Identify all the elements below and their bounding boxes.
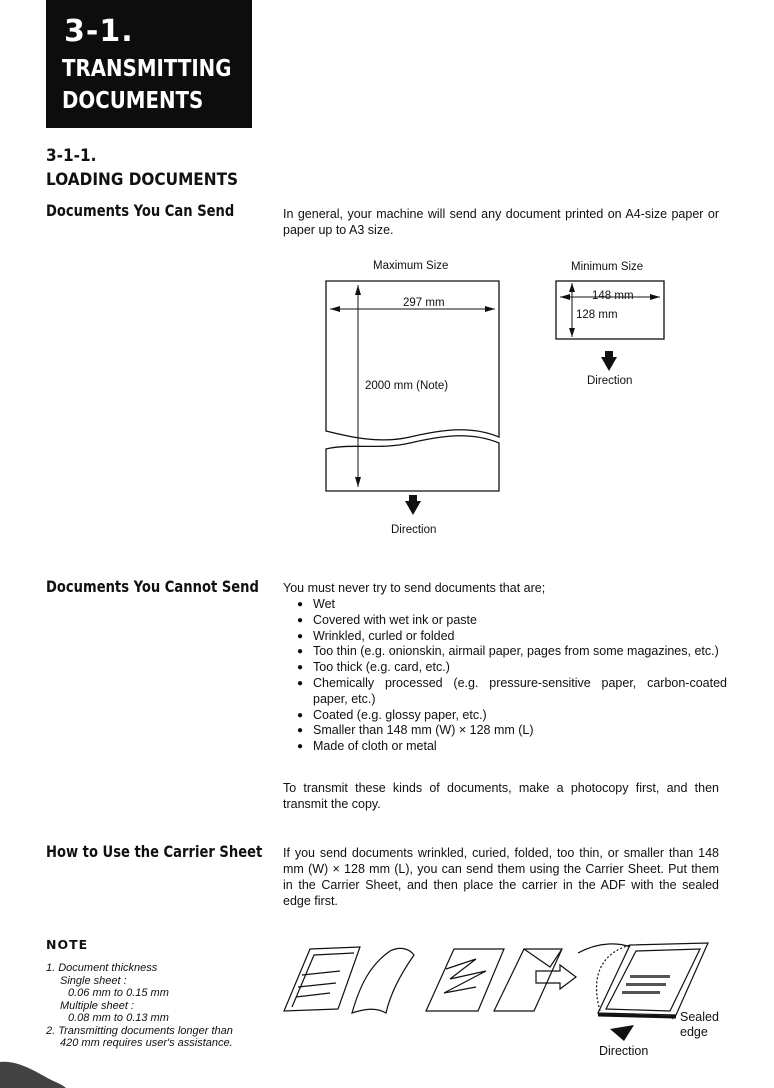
min-direction-label: Direction xyxy=(587,375,633,387)
note-single-sheet-value: 0.06 mm to 0.15 mm xyxy=(68,987,169,999)
note-single-sheet: Single sheet : xyxy=(60,974,127,987)
can-send-heading: Documents You Can Send xyxy=(46,201,235,220)
note-multiple-sheet-value: 0.08 mm to 0.13 mm xyxy=(68,1012,169,1024)
list-item: ● Wrinkled, curled or folded xyxy=(297,629,727,645)
max-direction-arrow-icon xyxy=(405,495,421,515)
min-length-label: 128 mm xyxy=(576,309,618,321)
max-direction-label: Direction xyxy=(391,524,437,536)
cannot-send-heading: Documents You Cannot Send xyxy=(46,577,259,596)
carrier-direction-label: Direction xyxy=(599,1044,649,1058)
list-item: ● Too thin (e.g. onionskin, airmail paper, pages from some magazines, etc.) xyxy=(297,644,727,660)
list-item: ● Too thick (e.g. card, etc.) xyxy=(297,660,727,676)
min-size-label: Minimum Size xyxy=(571,261,644,273)
max-length-label: 2000 mm (Note) xyxy=(365,380,449,392)
note-multiple-sheet: Multiple sheet : xyxy=(60,999,134,1012)
carrier-heading: How to Use the Carrier Sheet xyxy=(46,842,263,861)
section-title: LOADING DOCUMENTS xyxy=(46,170,239,190)
max-width-label: 297 mm xyxy=(403,297,445,309)
max-size-label: Maximum Size xyxy=(373,260,449,272)
sealed-label: Sealed xyxy=(680,1010,719,1024)
min-direction-arrow-icon xyxy=(601,351,617,371)
can-send-text: In general, your machine will send any document printed on A4-size paper or paper up to A3 size. xyxy=(283,207,719,237)
chapter-number: 3-1. xyxy=(64,14,134,49)
carrier-text: If you send documents wrinkled, curied, folded, too thin, or smaller than 148 mm (W) × 128 mm (L), you can send them using the Carrier Sheet. Put them in the Carrier Sheet, and then place the carrier in the ADF with the sealed edge first. xyxy=(283,846,719,908)
cannot-send-list xyxy=(297,597,727,755)
chapter-title-line1: TRANSMITTING xyxy=(62,56,232,82)
list-item: ● Wet xyxy=(297,597,727,613)
note-title: NOTE xyxy=(46,937,89,952)
chapter-title-block xyxy=(46,0,252,128)
document-size-diagram xyxy=(320,255,700,545)
chapter-title-line2: DOCUMENTS xyxy=(62,88,204,114)
carrier-direction-arrow-icon xyxy=(610,1025,634,1041)
edge-label: edge xyxy=(680,1025,708,1039)
section-number: 3-1-1. xyxy=(46,146,97,166)
list-item: ● Covered with wet ink or paste xyxy=(297,613,727,629)
min-width-label: 148 mm xyxy=(592,290,634,302)
note-item-1: 1. Document thickness xyxy=(46,962,158,974)
note-item-2-cont: 420 mm requires user's assistance. xyxy=(60,1037,233,1049)
list-item: ● Coated (e.g. glossy paper, etc.) xyxy=(297,708,727,724)
note-list xyxy=(46,962,276,1050)
cannot-send-outro: To transmit these kinds of documents, make a photocopy first, and then transmit the copy. xyxy=(283,781,719,811)
list-item: ● Smaller than 148 mm (W) × 128 mm (L) xyxy=(297,723,727,739)
carrier-sheet-illustration xyxy=(280,935,720,1050)
list-item: ● Chemically processed (e.g. pressure-sensitive paper, carbon-coated paper, etc.) xyxy=(297,676,727,708)
note-item-2: 2. Transmitting documents longer than xyxy=(46,1024,233,1037)
cannot-send-intro: You must never try to send documents that are; xyxy=(283,581,546,595)
list-item: ● Made of cloth or metal xyxy=(297,739,727,755)
scan-smudge xyxy=(0,1058,70,1088)
